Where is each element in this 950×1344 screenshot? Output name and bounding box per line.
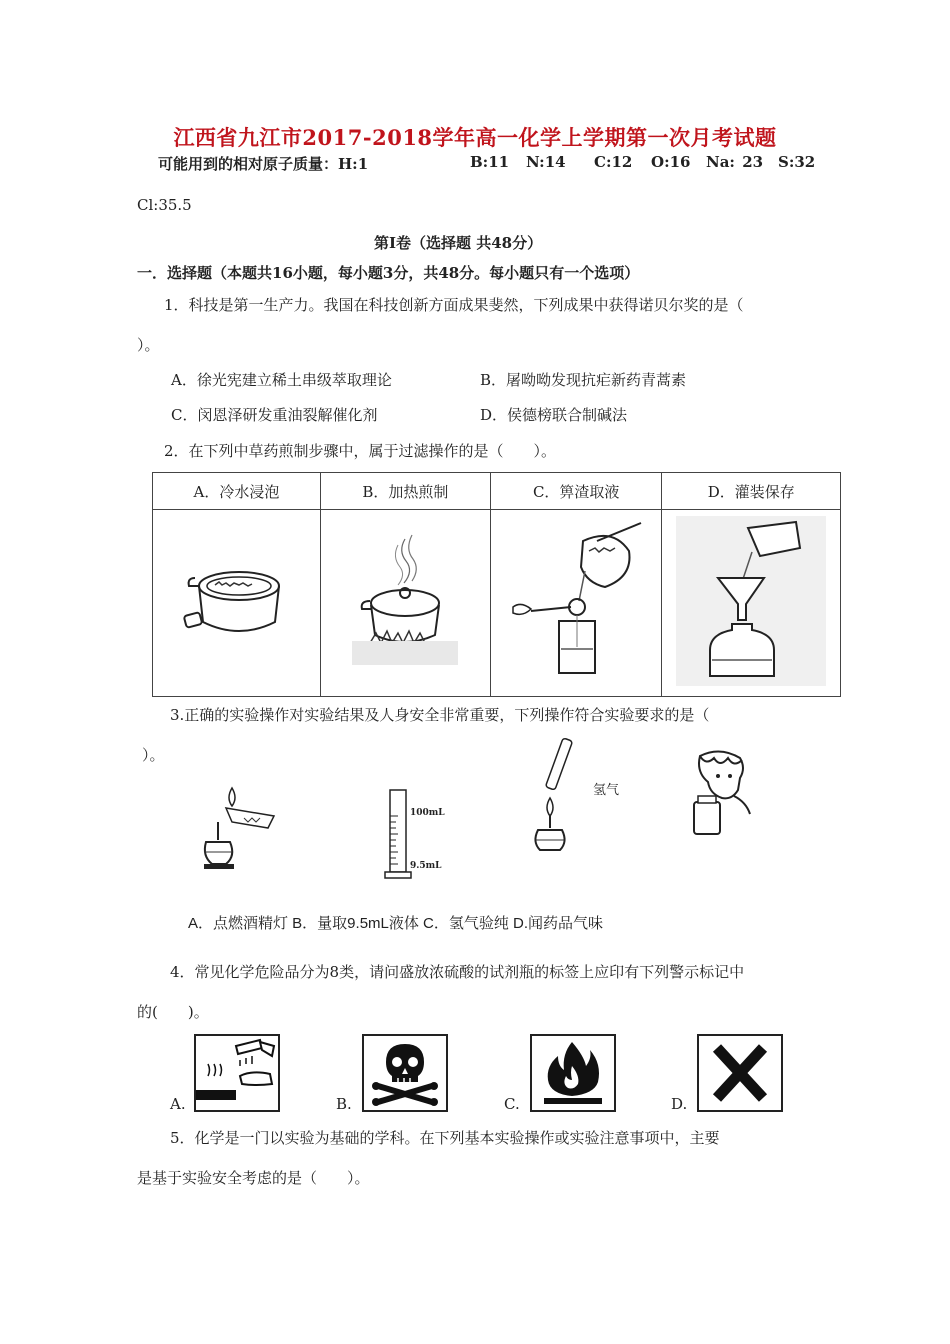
q4-label-c: C.: [504, 1095, 520, 1113]
heating-pot-image: [320, 510, 490, 697]
mass-n: N:14: [526, 153, 566, 171]
section1-heading: 一．选择题（本题共16小题，每小题3分，共48分。每小题只有一个选项）: [137, 264, 640, 282]
q5-stem: 5．化学是一门以实验为基础的学科。在下列基本实验操作或实验注意事项中，主要: [170, 1129, 720, 1147]
bottling-image: [662, 510, 841, 697]
q5-stem-end: 是基于实验安全考虑的是（ ）。: [137, 1169, 370, 1187]
part1-heading: 第Ⅰ卷（选择题 共48分）: [374, 234, 543, 252]
harmful-x-icon: [697, 1034, 783, 1112]
mass-cl: Cl:35.5: [137, 196, 192, 214]
hydrogen-test-image: [528, 736, 588, 856]
cylinder-bottom-label: 9.5mL: [410, 861, 442, 871]
q4-label-a: A.: [170, 1095, 186, 1113]
q3-options: A．点燃酒精灯 B．量取9.5mL液体 C．氢气验纯 D.闻药品气味: [188, 915, 604, 932]
mass-na: Na: 23: [706, 153, 764, 171]
q1-option-d: D．侯德榜联合制碱法: [480, 406, 628, 424]
soaking-pot-image: [153, 510, 321, 697]
q2-header-d: D．灌装保存: [662, 473, 841, 510]
page-title: 江西省九江市2017-2018学年高一化学上学期第一次月考试题: [173, 125, 777, 150]
q3-stem-end: ）。: [142, 746, 165, 764]
cylinder-top-label: 100mL: [410, 808, 445, 818]
q2-header-b: B．加热煎制: [320, 473, 490, 510]
corrosive-icon: [194, 1034, 280, 1112]
q2-table: [152, 472, 841, 697]
q2-header-a: A．冷水浸泡: [153, 473, 321, 510]
atomic-mass-line: [158, 153, 368, 174]
q4-label-b: B.: [336, 1095, 352, 1113]
q2-stem: 2．在下列中草药煎制步骤中，属于过滤操作的是（ ）。: [164, 442, 557, 460]
mass-b: B:11: [470, 153, 510, 171]
toxic-skull-icon: [362, 1034, 448, 1112]
flammable-icon: [530, 1034, 616, 1112]
q1-stem: 1．科技是第一生产力。我国在科技创新方面成果斐然，下列成果中获得诺贝尔奖的是（: [164, 296, 744, 314]
mass-o: O:16: [651, 153, 691, 171]
hydrogen-label: 氢气: [593, 783, 620, 798]
mass-c: C:12: [594, 153, 633, 171]
lighting-lamp-image: [192, 784, 282, 874]
q1-option-a: A．徐光宪建立稀土串级萃取理论: [171, 371, 392, 389]
q1-stem-end: ）。: [137, 336, 160, 354]
q4-stem-end: 的( )。: [137, 1003, 209, 1021]
q4-label-d: D.: [671, 1095, 688, 1113]
atomic-mass-label: 可能用到的相对原子质量：H:1: [158, 155, 369, 173]
smelling-image: [688, 748, 758, 836]
q4-stem: 4．常见化学危险品分为8类，请问盛放浓硫酸的试剂瓶的标签上应印有下列警示标记中: [170, 963, 745, 981]
q3-stem: 3.正确的实验操作对实验结果及人身安全非常重要，下列操作符合实验要求的是（: [170, 706, 710, 724]
mass-s: S:32: [778, 153, 816, 171]
q2-header-c: C．箅渣取液: [490, 473, 662, 510]
q1-option-c: C．闵恩泽研发重油裂解催化剂: [171, 406, 378, 424]
filtering-image: [490, 510, 662, 697]
q1-option-b: B．屠呦呦发现抗疟新药青蒿素: [480, 371, 687, 389]
